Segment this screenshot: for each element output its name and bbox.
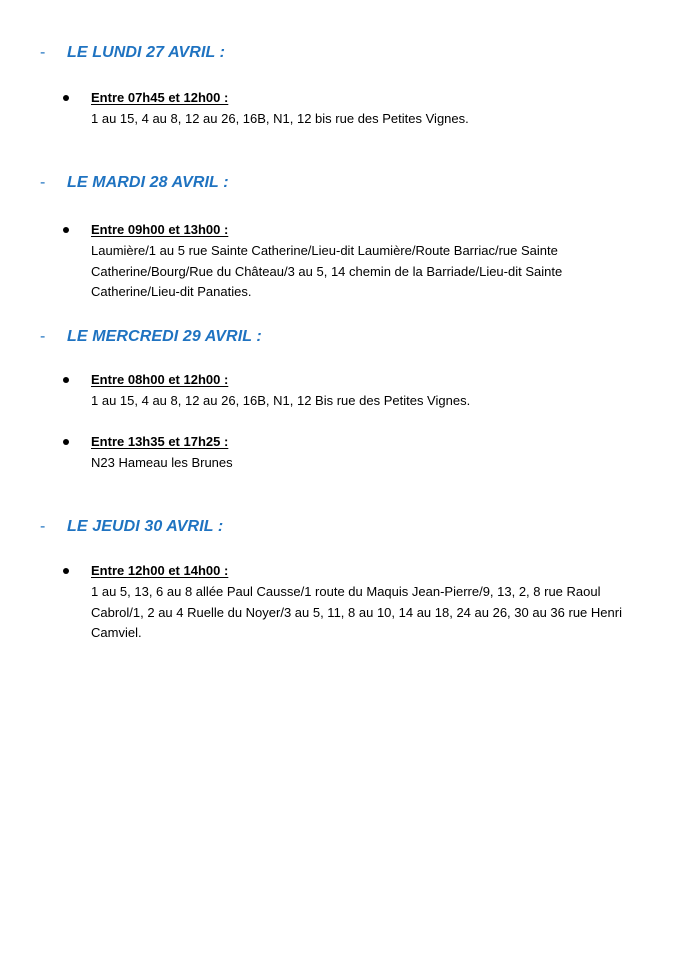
time-slot-addresses: N23 Hameau les Brunes	[91, 455, 233, 470]
day-heading-text: LE MERCREDI 29 AVRIL :	[67, 328, 262, 345]
day-section-mardi	[0, 173, 686, 299]
heading-dash: -	[40, 174, 46, 191]
day-section-mercredi	[0, 327, 686, 470]
day-heading	[0, 327, 686, 351]
time-slot-addresses: Laumière/1 au 5 rue Sainte Catherine/Lieu-dit Laumière/Route Barriac/rue Sainte Catherine/Bourg/Rue du Château/3 au 5, 14 chemin de la Barriade/Lieu-dit Sainte Catherine/Lieu-dit Panaties.	[91, 243, 563, 299]
time-slot-addresses: 1 au 15, 4 au 8, 12 au 26, 16B, N1, 12 bis rue des Petites Vignes.	[91, 111, 469, 126]
day-section-lundi	[0, 43, 686, 126]
day-heading	[0, 173, 686, 197]
heading-dash: -	[40, 518, 46, 535]
time-slot-addresses: 1 au 15, 4 au 8, 12 au 26, 16B, N1, 12 Bis rue des Petites Vignes.	[91, 393, 471, 408]
day-heading	[0, 43, 686, 67]
day-section-jeudi	[0, 517, 686, 640]
bullet-icon	[63, 227, 69, 233]
heading-dash: -	[40, 328, 46, 345]
bullet-icon	[63, 568, 69, 574]
bullet-icon	[63, 95, 69, 101]
time-slot-title: Entre 08h00 et 12h00 :	[91, 372, 229, 387]
day-heading-text: LE MARDI 28 AVRIL :	[67, 174, 229, 191]
day-heading-text: LE JEUDI 30 AVRIL :	[67, 518, 224, 535]
time-slot-title: Entre 09h00 et 13h00 :	[91, 222, 229, 237]
bullet-icon	[63, 439, 69, 445]
time-slot-title: Entre 07h45 et 12h00 :	[91, 90, 229, 105]
time-slot-title: Entre 12h00 et 14h00 :	[91, 563, 229, 578]
time-slot-title: Entre 13h35 et 17h25 :	[91, 434, 229, 449]
day-heading	[0, 517, 686, 541]
bullet-icon	[63, 377, 69, 383]
time-slot-addresses: 1 au 5, 13, 6 au 8 allée Paul Causse/1 route du Maquis Jean-Pierre/9, 13, 2, 8 rue Raoul Cabrol/1, 2 au 4 Ruelle du Noyer/3 au 5, 11, 8 au 10, 14 au 18, 24 au 26, 30 au 36 rue Henri Camviel.	[91, 584, 622, 640]
day-heading-text: LE LUNDI 27 AVRIL :	[67, 44, 226, 61]
heading-dash: -	[40, 44, 46, 61]
